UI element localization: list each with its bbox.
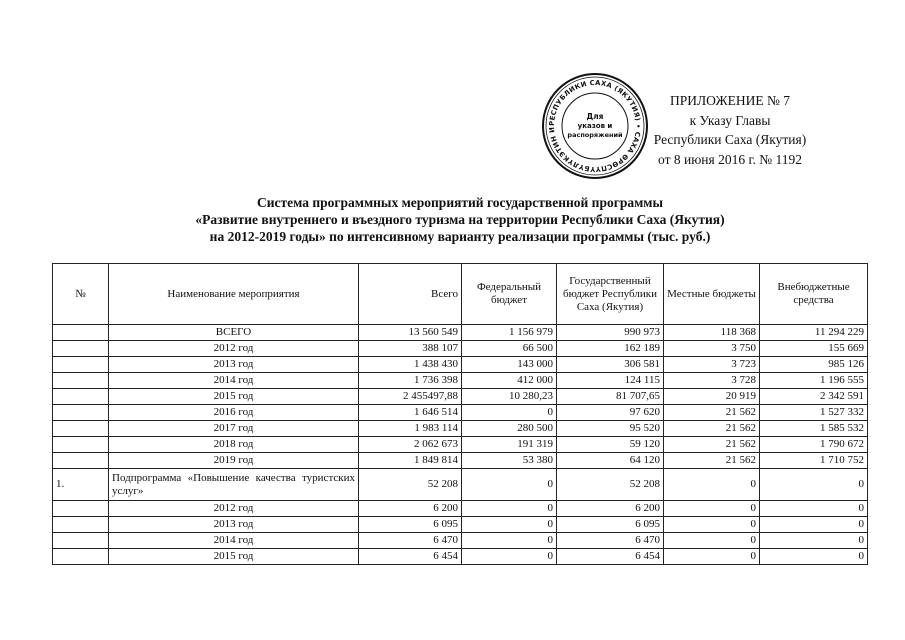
cell-total: 1 646 514 — [359, 405, 462, 421]
cell-federal: 10 280,23 — [462, 389, 557, 405]
cell-activity-name: 2019 год — [109, 453, 359, 469]
header-federal-budget: Федеральный бюджет — [462, 264, 557, 325]
seal-center-line2: указов и — [577, 122, 613, 130]
cell-local: 3 728 — [664, 373, 760, 389]
cell-activity-name: 2018 год — [109, 437, 359, 453]
cell-activity-name: 2015 год — [109, 389, 359, 405]
table-row — [53, 373, 868, 389]
cell-number — [53, 549, 109, 565]
cell-federal: 143 000 — [462, 357, 557, 373]
cell-number — [53, 437, 109, 453]
table-row — [53, 325, 868, 341]
cell-state: 6 454 — [557, 549, 664, 565]
cell-federal: 0 — [462, 469, 557, 501]
cell-number — [53, 517, 109, 533]
cell-total: 388 107 — [359, 341, 462, 357]
cell-extrabudgetary: 0 — [760, 549, 868, 565]
cell-number — [53, 533, 109, 549]
cell-total: 1 438 430 — [359, 357, 462, 373]
cell-extrabudgetary: 1 790 672 — [760, 437, 868, 453]
cell-federal: 0 — [462, 501, 557, 517]
table-row — [53, 501, 868, 517]
table-row — [53, 421, 868, 437]
cell-federal: 412 000 — [462, 373, 557, 389]
cell-federal: 280 500 — [462, 421, 557, 437]
cell-total: 13 560 549 — [359, 325, 462, 341]
cell-local: 0 — [664, 501, 760, 517]
cell-state: 6 470 — [557, 533, 664, 549]
official-seal — [541, 72, 649, 180]
cell-number — [53, 405, 109, 421]
cell-local: 21 562 — [664, 437, 760, 453]
table-row — [53, 389, 868, 405]
seal-center-line3: распоряжений — [567, 131, 623, 139]
cell-federal: 53 380 — [462, 453, 557, 469]
cell-local: 21 562 — [664, 453, 760, 469]
title-line-2: «Развитие внутреннего и въездного туризма на территории Республики Саха (Якутия) — [195, 212, 725, 227]
title-line-3: на 2012-2019 годы» по интенсивному варианту реализации программы (тыс. руб.) — [209, 229, 711, 244]
cell-total: 1 983 114 — [359, 421, 462, 437]
cell-state: 6 095 — [557, 517, 664, 533]
table-row — [53, 357, 868, 373]
cell-number — [53, 501, 109, 517]
cell-activity-name: 2012 год — [109, 341, 359, 357]
cell-activity-name: 2016 год — [109, 405, 359, 421]
cell-extrabudgetary: 985 126 — [760, 357, 868, 373]
document-title — [60, 194, 860, 245]
cell-state: 95 520 — [557, 421, 664, 437]
cell-number — [53, 421, 109, 437]
cell-state: 97 620 — [557, 405, 664, 421]
cell-federal: 0 — [462, 533, 557, 549]
cell-state: 81 707,65 — [557, 389, 664, 405]
table-body — [53, 325, 868, 565]
cell-extrabudgetary: 11 294 229 — [760, 325, 868, 341]
cell-federal: 191 319 — [462, 437, 557, 453]
cell-extrabudgetary: 1 585 532 — [760, 421, 868, 437]
cell-extrabudgetary: 0 — [760, 469, 868, 501]
cell-local: 21 562 — [664, 421, 760, 437]
cell-local: 0 — [664, 517, 760, 533]
cell-activity-name: 2014 год — [109, 373, 359, 389]
cell-federal: 1 156 979 — [462, 325, 557, 341]
cell-activity-name: 2012 год — [109, 501, 359, 517]
header-local-budgets: Местные бюджеты — [664, 264, 760, 325]
appendix-date: от 8 июня 2016 г. № 1192 — [658, 151, 802, 167]
cell-total: 2 062 673 — [359, 437, 462, 453]
cell-state: 59 120 — [557, 437, 664, 453]
cell-number — [53, 341, 109, 357]
cell-number: 1. — [53, 469, 109, 501]
cell-state: 64 120 — [557, 453, 664, 469]
cell-activity-name: ВСЕГО — [109, 325, 359, 341]
cell-activity-name: 2013 год — [109, 357, 359, 373]
cell-state: 306 581 — [557, 357, 664, 373]
header-number: № — [53, 264, 109, 325]
cell-number — [53, 357, 109, 373]
cell-number — [53, 373, 109, 389]
title-line-1: Система программных мероприятий государственной программы — [256, 195, 664, 210]
cell-federal: 0 — [462, 549, 557, 565]
cell-state: 6 200 — [557, 501, 664, 517]
cell-extrabudgetary: 0 — [760, 501, 868, 517]
cell-total: 2 455497,88 — [359, 389, 462, 405]
cell-total: 6 454 — [359, 549, 462, 565]
table-row — [53, 405, 868, 421]
cell-local: 21 562 — [664, 405, 760, 421]
cell-extrabudgetary: 1 710 752 — [760, 453, 868, 469]
appendix-number: ПРИЛОЖЕНИЕ № 7 — [669, 93, 791, 108]
cell-activity-name: Подпрограмма «Повышение качества туристских услуг» — [109, 469, 359, 501]
header-activity-name: Наименование мероприятия — [109, 264, 359, 325]
cell-state: 162 189 — [557, 341, 664, 357]
header-total: Всего — [359, 264, 462, 325]
cell-federal: 0 — [462, 517, 557, 533]
cell-total: 52 208 — [359, 469, 462, 501]
cell-activity-name: 2013 год — [109, 517, 359, 533]
cell-activity-name: 2014 год — [109, 533, 359, 549]
table-row — [53, 341, 868, 357]
cell-total: 1 849 814 — [359, 453, 462, 469]
header-state-budget: Государственный бюджет Республики Саха (Якутия) — [557, 264, 664, 325]
header-extrabudgetary: Внебюджетные средства — [760, 264, 868, 325]
cell-local: 0 — [664, 469, 760, 501]
cell-number — [53, 325, 109, 341]
table-row — [53, 533, 868, 549]
program-activities-table — [52, 263, 868, 565]
cell-activity-name: 2015 год — [109, 549, 359, 565]
cell-local: 0 — [664, 549, 760, 565]
cell-total: 1 736 398 — [359, 373, 462, 389]
cell-federal: 0 — [462, 405, 557, 421]
table-row — [53, 549, 868, 565]
table-row — [53, 437, 868, 453]
table-row — [53, 453, 868, 469]
cell-total: 6 200 — [359, 501, 462, 517]
cell-local: 3 723 — [664, 357, 760, 373]
cell-local: 3 750 — [664, 341, 760, 357]
cell-state: 990 973 — [557, 325, 664, 341]
seal-outer-text: РЕСПУБЛИКИ САХА (ЯКУТИЯ) • САХА ӨРӨСПҮҮБҮЛҮКЭТИН И — [547, 78, 643, 174]
cell-total: 6 095 — [359, 517, 462, 533]
cell-number — [53, 389, 109, 405]
cell-extrabudgetary: 1 196 555 — [760, 373, 868, 389]
cell-local: 118 368 — [664, 325, 760, 341]
seal-center-line1: Для — [586, 112, 604, 121]
subprogram-row — [53, 469, 868, 501]
cell-extrabudgetary: 0 — [760, 517, 868, 533]
cell-extrabudgetary: 0 — [760, 533, 868, 549]
cell-federal: 66 500 — [462, 341, 557, 357]
table-header-row — [53, 264, 868, 325]
cell-local: 20 919 — [664, 389, 760, 405]
cell-state: 52 208 — [557, 469, 664, 501]
cell-extrabudgetary: 1 527 332 — [760, 405, 868, 421]
appendix-decree-ref: к Указу Главы — [689, 112, 771, 128]
cell-activity-name: 2017 год — [109, 421, 359, 437]
cell-number — [53, 453, 109, 469]
cell-local: 0 — [664, 533, 760, 549]
appendix-republic: Республики Саха (Якутия) — [653, 132, 807, 147]
table-row — [53, 517, 868, 533]
cell-state: 124 115 — [557, 373, 664, 389]
cell-extrabudgetary: 155 669 — [760, 341, 868, 357]
cell-total: 6 470 — [359, 533, 462, 549]
cell-extrabudgetary: 2 342 591 — [760, 389, 868, 405]
